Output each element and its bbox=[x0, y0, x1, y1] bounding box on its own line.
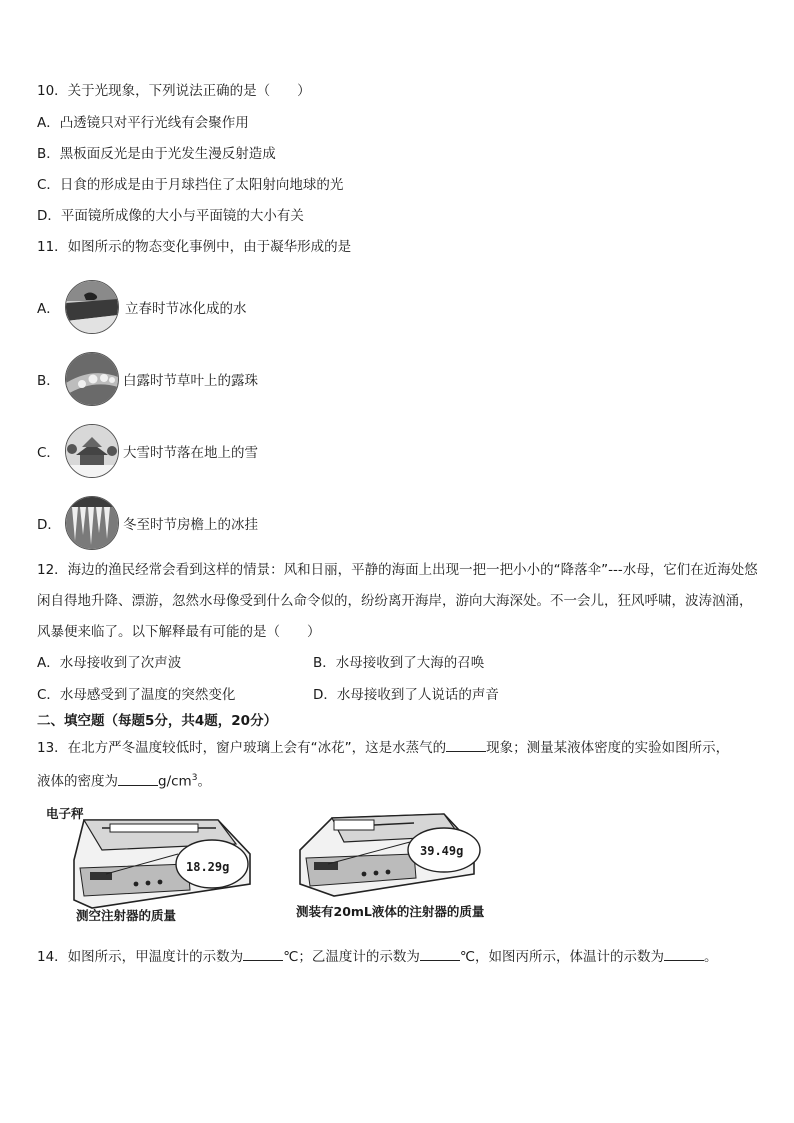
figure-caption: 测装有20mL液体的注射器的质量 bbox=[296, 904, 485, 919]
q10-option-a: A．凸透镜只对平行光线有会聚作用 bbox=[37, 115, 249, 131]
q11-option-c bbox=[37, 424, 258, 478]
option-text: 冬至时节房檐上的冰挂 bbox=[123, 517, 258, 533]
q10-option-c: C．日食的形成是由于月球挡住了太阳射向地球的光 bbox=[37, 177, 344, 193]
q10-option-b: B．黑板面反光是由于光发生漫反射造成 bbox=[37, 146, 276, 162]
q12-option-d: D．水母接收到了人说话的声音 bbox=[313, 687, 499, 703]
q12-option-a: A．水母接收到了次声波 bbox=[37, 655, 182, 671]
scale-figure-left bbox=[40, 800, 270, 930]
q14-line bbox=[37, 946, 718, 967]
q14-text-4: 。 bbox=[704, 949, 718, 965]
q14-text-2: ℃；乙温度计的示数为 bbox=[283, 949, 420, 965]
q12-stem: 12．海边的渔民经常会看到这样的情景：风和日丽，平静的海面上出现一把一把小小的“降落伞”---水母，它们在近海处悠闲自得地升降、漂游，忽然水母像受到什么命令似的，纷纷离开海岸，游向大海深处。不一会儿，狂风呼啸，波涛汹涌，风暴便来临了。以下解释最有可能的是（ ） bbox=[37, 562, 758, 640]
option-text: 大雪时节落在地上的雪 bbox=[123, 445, 258, 461]
electronic-scale-icon bbox=[294, 806, 494, 906]
q13-line2 bbox=[37, 768, 211, 792]
q11-stem: 11．如图所示的物态变化事例中，由于凝华形成的是 bbox=[37, 239, 352, 255]
answer-blank bbox=[664, 946, 704, 961]
q13-text-line2: 液体的密度为 bbox=[37, 773, 118, 790]
dew-on-leaf-photo bbox=[65, 352, 119, 406]
q12-option-b: B．水母接收到了大海的召唤 bbox=[313, 655, 485, 671]
icicles-photo bbox=[65, 496, 119, 550]
section-heading: 二、填空题（每题5分，共4题，20分） bbox=[37, 713, 278, 729]
q13-text-part2: 现象；测量某液体密度的实验如图所示， bbox=[486, 740, 730, 756]
q13-end: 。 bbox=[197, 773, 211, 790]
figure-caption: 测空注射器的质量 bbox=[76, 908, 177, 923]
q13-unit-exponent: 3 bbox=[191, 773, 198, 783]
scale-label: 电子秤 bbox=[46, 806, 84, 821]
q14-text-1: 14．如图所示，甲温度计的示数为 bbox=[37, 949, 244, 965]
scale-reading: 18.29g bbox=[186, 860, 230, 874]
answer-blank bbox=[420, 946, 460, 961]
q13-text-part1: 13．在北方严冬温度较低时，窗户玻璃上会有“冰花”，这是水蒸气的 bbox=[37, 740, 447, 756]
q14-text-3: ℃，如图丙所示，体温计的示数为 bbox=[459, 949, 665, 965]
option-letter: B． bbox=[37, 373, 60, 389]
answer-blank bbox=[446, 737, 486, 752]
option-letter: A． bbox=[37, 301, 60, 317]
q10-stem: 10．关于光现象，下列说法正确的是（ ） bbox=[37, 83, 311, 99]
snow-on-building-photo bbox=[65, 424, 119, 478]
scale-figure-right bbox=[294, 800, 494, 930]
option-text: 白露时节草叶上的露珠 bbox=[123, 373, 258, 389]
q11-option-b bbox=[37, 352, 258, 406]
q13-unit: g/cm bbox=[158, 773, 192, 790]
option-letter: C． bbox=[37, 445, 60, 461]
option-letter: D． bbox=[37, 517, 61, 533]
option-text: 立春时节冰化成的水 bbox=[125, 301, 247, 317]
q11-option-a bbox=[37, 280, 247, 334]
answer-blank bbox=[118, 771, 158, 786]
q11-option-d bbox=[37, 496, 258, 550]
q10-option-d: D．平面镜所成像的大小与平面镜的大小有关 bbox=[37, 208, 304, 224]
scale-reading: 39.49g bbox=[420, 844, 464, 858]
q12-option-c: C．水母感受到了温度的突然变化 bbox=[37, 687, 236, 703]
q13-line1 bbox=[37, 737, 729, 758]
electronic-scale-icon bbox=[40, 810, 270, 920]
ice-melting-photo bbox=[65, 280, 119, 334]
answer-blank bbox=[243, 946, 283, 961]
